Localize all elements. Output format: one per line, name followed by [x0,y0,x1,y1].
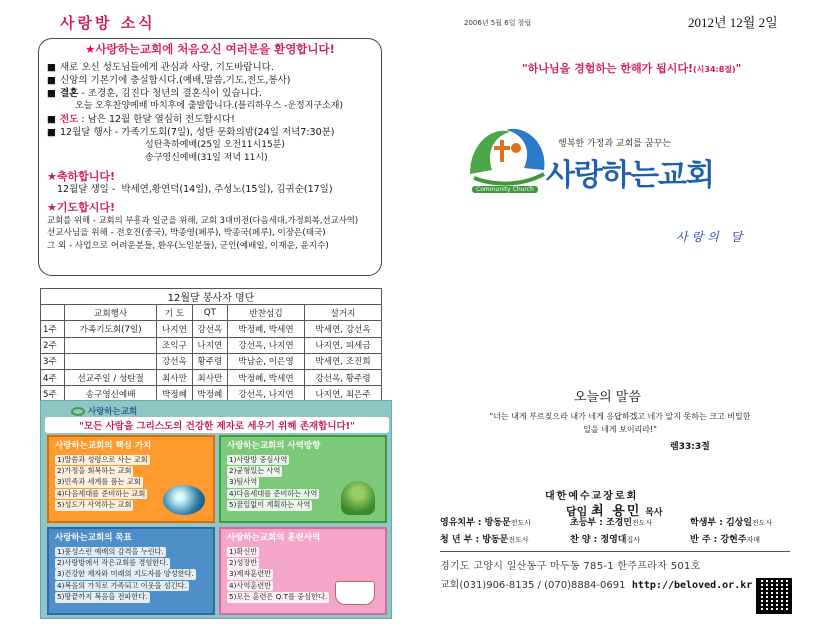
poster-slogan: "모든 사람을 그리스도의 건강한 제자로 세우기 위해 존재합니다!" [45,417,389,433]
column-header: 반찬섬김 [228,305,305,321]
staff-row [440,515,790,532]
staff-member: 초등부 : 조경민전도사 [570,518,653,528]
bullet-icon: ■ [47,127,56,138]
panel-title: 사랑하는교회의 핵심 가치 [55,441,152,451]
staff-row [440,532,790,549]
church-logo [440,110,780,200]
volunteer-table [40,288,382,402]
panel-title: 사랑하는교회의 사역방향 [227,441,321,451]
todays-word-reference: 렘33:3절 [670,442,710,452]
prayer-heading: ★기도합시다! [47,201,116,214]
panel-title: 사랑하는교회의 훈련사역 [227,533,321,543]
established-date: 2006년 5월 6일 창립 [464,19,532,27]
table-row: 2주 조익구 나지연 강선옥, 나지연 나지연, 피세금 [41,337,382,353]
column-header: 설거지 [305,305,382,321]
panel-title: 사랑하는교회의 목표 [55,533,132,543]
church-ring-icon [71,407,85,416]
prayer-line: 교회를 위해 - 교회의 부흥과 일군을 위해, 교회 3대비전(다음세대,가정회복,선교사역) [47,215,359,225]
logo-name: 사랑하는교회 [546,158,714,193]
column-header: 교회행사 [65,305,157,321]
welcome-heading: ★사랑하는교회에 처음오신 여러분을 환영합니다! [85,42,335,56]
event-line: 송구영신예배(31일 저녁 11시) [145,153,268,163]
page-section-title: 사랑방 소식 [60,14,156,32]
globe-icon [163,485,205,515]
column-header [41,305,65,321]
bullet-icon: ■ [47,114,56,125]
news-item: ■ 전도 : 남은 12월 한달 열심히 전도합시다! [47,114,235,125]
todays-word-text: "너는 내게 부르짖으라 내가 네게 응답하겠고 네가 알지 못하는 크고 비밀한 일을 네게 보이리라!" [489,412,751,434]
training-panel: 사랑하는교회의 훈련사역 1)확신반 2)성장반 3)제자훈련반 4)사역훈련반 5)모든 훈련은 Q.T를 중심한다. [219,527,387,615]
year-verse: "하나님을 경험하는 한해가 됩시다!(시34:8절)" [522,62,742,75]
table-row: 5주 송구영신예배 박정혜 박정혜 강선옥, 나지연 나지연, 최은주 [41,386,382,402]
news-box [38,38,382,276]
bulletin-date: 2012년 12월 2일 [688,15,778,30]
staff-list [440,515,790,549]
news-item: ■ 신앙의 기본기에 충실합시다.(예배,말씀,기도,전도,봉사) [47,75,291,86]
table-header-row [41,305,382,321]
logo-tagline: 행복한 가정과 교회를 꿈꾸는 [558,139,671,149]
todays-word-title: 오늘의 말씀 [574,390,641,405]
staff-member: 반 주 : 강현주자매 [690,535,761,545]
divider [440,551,790,552]
column-header: 기 도 [157,305,192,321]
star-icon: ★ [85,42,96,56]
news-item: ■ 결혼 - 조경훈, 김진다 청년의 결혼식이 있습니다. [47,88,262,99]
column-header: QT [192,305,227,321]
bible-icon [335,581,375,605]
staff-member: 영유치부 : 방동문전도사 [440,518,532,528]
table-caption: 12월달 봉사자 명단 [41,289,382,305]
prayer-line: 선교사님을 위해 - 전호진(중국), 박종영(페루), 박종국(페루), 이장은(태국) [47,228,326,238]
core-values-panel: 사랑하는교회의 핵심 가치 1)말씀과 성령으로 사는 교회 2)가정을 회복하는 교회 3)민족과 세계를 품는 교회 4)다음세대를 준비하는 교회 5)성도가 사역하는 교회 [47,435,215,523]
staff-member: 청 년 부 : 방동문전도사 [440,535,529,545]
staff-member: 찬 양 : 정영대집사 [570,535,641,545]
ministry-direction-panel: 사랑하는교회의 사역방향 1)사랑방 중심사역 2)균형있는 사역 3)팀사역 4)다음세대를 준비하는 사역 5)꿈일없이 계획하는 사역 [219,435,387,523]
denomination: 대한예수교장로회 [545,491,639,502]
church-emblem-icon [464,122,550,188]
birthday-line: 12월달 생일 - 박세연,황연덕(14일), 주성노(15일), 김귀순(17일) [57,184,333,195]
bullet-icon: ■ [47,88,56,99]
qr-code-icon[interactable] [756,578,792,614]
birthday-heading: ★축하합니다! [47,170,116,183]
senior-pastor: 담임 최 용민 목사 [566,504,663,519]
church-address: 경기도 고양시 일산동구 마두동 785-1 한주프라자 501호 [440,561,701,572]
bullet-icon: ■ [47,62,56,73]
wedding-detail: 오늘 오후찬양예배 마치후에 출발합니다.(블리하우스 -운정지구소재) [75,101,344,111]
logo-subtitle: Community Church [472,186,538,193]
month-theme: 사랑의 달 [676,230,747,244]
table-row: 4주 선교주일 / 성탄절 최사만 최사만 박정혜, 박세연 강선옥, 황주령 [41,369,382,385]
event-line: 성탄축하예배(25일 오전11시15분) [145,140,285,150]
table-row: 3주 강선옥 황주령 박남순, 이은영 박세연, 조진희 [41,353,382,369]
bullet-icon: ■ [47,75,56,86]
table-row: 1주 가족기도회(7일) 나지연 강선옥 박정혜, 박세연 박세연, 강선옥 [41,321,382,337]
vision-poster [40,400,392,619]
tree-icon [341,481,375,515]
news-item: ■ 새로 오신 성도님들에게 관심과 사랑, 기도바랍니다. [47,62,274,73]
goals-panel: 사랑하는교회의 목표 1)풍성스런 예배의 감격을 누린다. 2)사랑방에서 작은교회를 경험한다. 3)건강한 제자와 미래의 지도자를 양성한다. 4)복음의 가치로 가족되고 이웃을 섬긴다. 5)땅끝까지 복음을 전파한다. [47,527,215,615]
website-link[interactable]: http://beloved.or.kr [631,580,753,591]
staff-member: 학생부 : 김상일전도사 [690,518,773,528]
news-item: ■ 12월달 행사 - 가족기도회(7일), 성탄 문화의밤(24일 저녁7:30분) [47,127,335,138]
prayer-line: 그 외 - 사업으로 어려운분들, 환우(노인분들), 군인(예배일, 이재운, 윤지수) [47,241,329,251]
poster-logo: 사랑하는교회 [71,405,137,417]
church-contact: 교회(031)906-8135 / (070)8884-0691 http://beloved.or.kr [440,580,753,591]
